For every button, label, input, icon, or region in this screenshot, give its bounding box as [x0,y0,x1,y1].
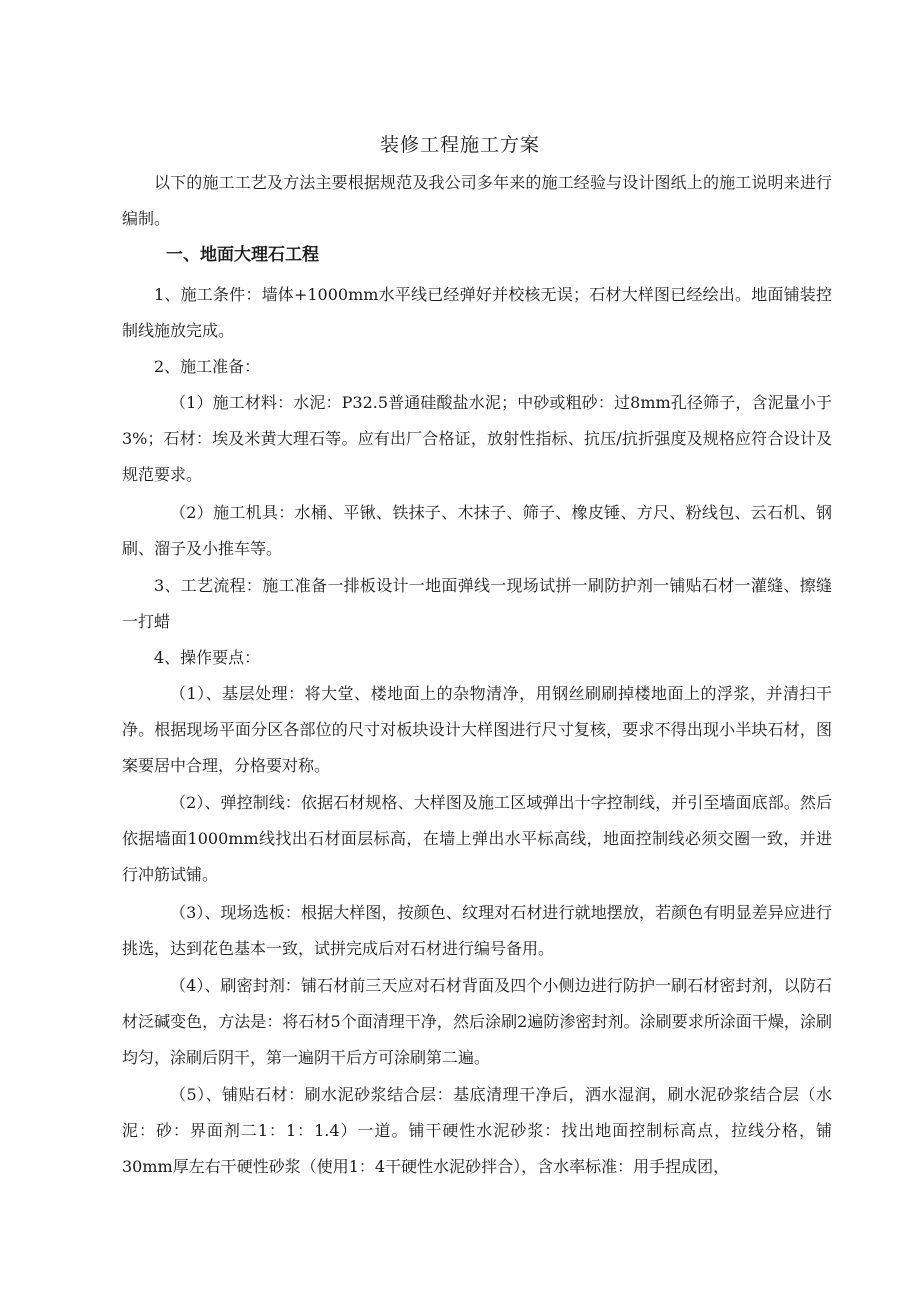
paragraph-key-points: 4、操作要点： [154,648,261,667]
paragraph-materials: （1）施工材料：水泥：P32.5普通硅酸盐水泥；中砂或粗砂：过8mm孔径筛子，含泥量小于3%；石材：埃及米黄大理石等。应有出厂合格证，放射性指标、抗压/抗折强度及规格应符合设计及规范要求。 [122,393,832,485]
paragraph-control-lines: （2）、弹控制线：依据石材规格、大样图及施工区域弹出十字控制线，并引至墙面底部。然后依据墙面1000mm线找出石材面层标高，在墙上弹出水平标高线，地面控制线必须交圈一致，并进行冲筋试铺。 [122,793,832,885]
paragraph-base-treatment: （1）、基层处理：将大堂、楼地面上的杂物清净，用钢丝刷刷掉楼地面上的浮浆，并清扫干净。根据现场平面分区各部位的尺寸对板块设计大样图进行尺寸复核，要求不得出现小半块石材，图案要居中合理，分格要对称。 [122,684,832,776]
intro-paragraph: 以下的施工工艺及方法主要根据规范及我公司多年来的施工经验与设计图纸上的施工说明来进行编制。 [122,173,832,229]
section-heading: 一、地面大理石工程 [166,245,319,265]
paragraph-tools: （2）施工机具：水桶、平锹、铁抹子、木抹子、筛子、橡皮锤、方尺、粉线包、云石机、钢刷、溜子及小推车等。 [122,503,832,559]
document-title: 装修工程施工方案 [379,134,540,156]
paragraph-board-selection: （3）、现场选板：根据大样图，按颜色、纹理对石材进行就地摆放，若颜色有明显差异应进行挑选，达到花色基本一致，试拼完成后对石材进行编号备用。 [122,903,832,959]
paragraph-stone-laying: （5）、铺贴石材：刷水泥砂浆结合层：基底清理干净后，洒水湿润，刷水泥砂浆结合层（水泥：砂：界面剂二1：1：1.4）一道。铺干硬性水泥砂浆：找出地面控制标高点，拉线分格，铺30mm厚左右干硬性砂浆（使用1：4干硬性水泥砂拌合），含水率标准：用手捏成团， [122,1085,832,1177]
paragraph-sealant: （4）、刷密封剂：铺石材前三天应对石材背面及四个小侧边进行防护一刷石材密封剂，以防石材泛碱变色，方法是：将石材5个面清理干净，然后涂刷2遍防渗密封剂。涂刷要求所涂面干燥，涂刷均匀，涂刷后阴干，第一遍阴干后方可涂刷第二遍。 [122,976,832,1068]
paragraph-conditions: 1、施工条件：墙体+1000mm水平线已经弹好并校核无误；石材大样图已经绘出。地面铺装控制线施放完成。 [122,285,832,341]
paragraph-preparation: 2、施工准备： [154,357,261,376]
paragraph-process-flow: 3、工艺流程：施工准备一排板设计一地面弹线一现场试拼一刷防护剂一铺贴石材一灌缝、擦缝一打蜡 [122,576,832,632]
